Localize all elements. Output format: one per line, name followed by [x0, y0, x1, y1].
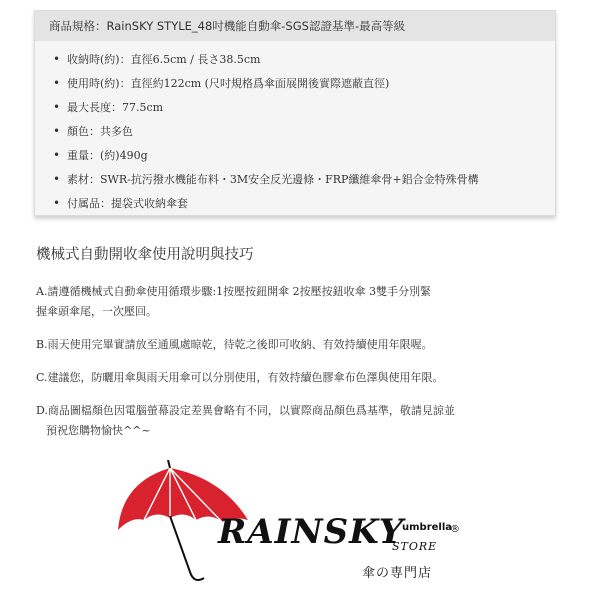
bullet-icon: •: [53, 196, 61, 210]
guide-item-a: [36, 282, 576, 322]
bullet-icon: •: [53, 76, 61, 90]
guide-item-line: A.請遵循機械式自動傘使用循環步驟:1按壓按鈕開傘 2按壓按鈕收傘 3雙手分別緊: [36, 285, 432, 298]
guide-item-c: [36, 368, 576, 388]
spec-item-text: 收納時(約)：直徑6.5cm / 長さ38.5cm: [67, 53, 261, 66]
guide-item-line: B.雨天使用完畢實請放至通風處晾乾，待乾之後即可收納、有效持續使用年限喔。: [36, 338, 433, 351]
bullet-icon: •: [53, 52, 61, 66]
guide-item-line: 預祝您購物愉快^^~: [46, 424, 151, 437]
spec-item-text: 素材：SWR-抗污撥水機能布料・3M安全反光邊條・FRP纖維傘骨+鋁合金特殊骨構: [67, 173, 479, 186]
spec-box: [34, 10, 556, 216]
guide-item-d: [36, 401, 576, 441]
spec-item: [53, 143, 555, 167]
guide-item-b: [36, 335, 576, 355]
bullet-icon: •: [53, 148, 61, 162]
spec-title: 商品規格：RainSKY STYLE_48吋機能自動傘-SGS認證基準-最高等級: [35, 11, 555, 41]
guide-list: [36, 282, 576, 454]
logo-shop: 傘の専門店: [362, 566, 433, 581]
spec-item-text: 重量：(約)490g: [67, 149, 148, 162]
guide-item-line: D.商品圖檔顏色因電腦螢幕設定差異會略有不同，以實際商品顏色爲基準，敬請見諒並: [36, 404, 455, 417]
logo-wordmark: RAINSKY: [218, 512, 405, 552]
guide-title: 機械式自動開收傘使用說明與技巧: [36, 247, 254, 263]
guide-item-line: 握傘頭傘尾，一次壓回。: [36, 305, 157, 318]
spec-item-text: 使用時(約)：直徑約122cm (尺吋規格爲傘面展開後實際遮蔽直徑): [67, 77, 390, 90]
bullet-icon: •: [53, 100, 61, 114]
registered-icon: ®: [450, 524, 460, 535]
logo-sub: umbrella: [402, 522, 453, 533]
logo-store: STORE: [392, 540, 438, 553]
spec-item-text: 顏色：共多色: [67, 125, 133, 138]
spec-item-text: 最大長度：77.5cm: [67, 101, 164, 114]
spec-item-text: 付属品：提袋式收納傘套: [67, 197, 188, 210]
spec-item: [53, 95, 555, 119]
spec-list: [35, 41, 555, 215]
guide-item-line: C.建議您，防曬用傘與雨天用傘可以分別使用，有效持續色膠傘布色澤與使用年限。: [36, 371, 444, 384]
spec-item: [53, 191, 555, 215]
bullet-icon: •: [53, 124, 61, 138]
spec-item: [53, 71, 555, 95]
spec-item: [53, 167, 555, 191]
rainsky-logo: [110, 460, 470, 590]
bullet-icon: •: [53, 172, 61, 186]
spec-item: [53, 119, 555, 143]
spec-item: [53, 47, 555, 71]
